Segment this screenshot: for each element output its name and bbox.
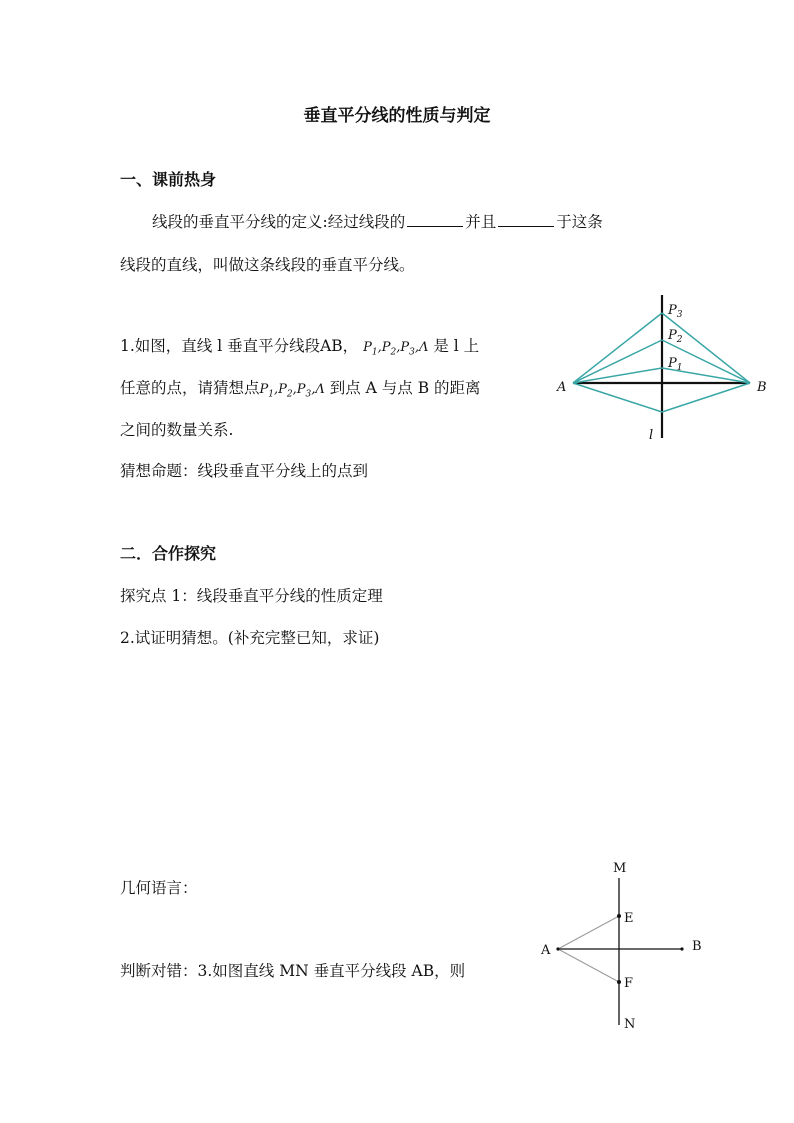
label-b-2: B [692,939,702,954]
definition-text-a: 线段的垂直平分线的定义:经过线段的 [152,213,406,231]
page-title: 垂直平分线的性质与判定 [303,106,491,126]
points-sequence-2: $P_1,P_2,P_3,\Lambda$ [259,382,325,400]
label-n: N [624,1017,636,1032]
geometric-language-label: 几何语言： [120,879,198,897]
label-m: M [613,861,627,876]
question-1-text-a: 1.如图，直线 l 垂直平分线段AB， [120,337,359,355]
connecting-lines [573,313,750,412]
question-2: 2.试证明猜想。(补充完整已知，求证) [120,629,380,647]
label-a: A [557,380,567,395]
label-a-2: A [541,943,551,958]
definition-line-2: 线段的直线，叫做这条线段的垂直平分线。 [120,256,415,274]
definition-text-b: 并且 [465,213,497,231]
explore-point-1: 探究点 1：线段垂直平分线的性质定理 [120,587,383,605]
section-heading-warmup: 一、课前热身 [120,170,217,189]
label-b: B [757,380,767,395]
question-1-text-b: 是 l 上 [433,337,480,355]
label-e: E [624,911,634,926]
definition-text-c: 于这条 [556,213,603,231]
label-p3: $P_3$ [668,303,683,320]
points-sequence: $P_1,P_2,P_3,\Lambda$ [363,340,429,358]
blank-2[interactable] [498,212,554,227]
question-1-line-3: 之间的数量关系. [120,421,234,439]
question-1-line-1 [120,336,479,363]
question-1-text-d: 到点 A 与点 B 的距离 [329,379,481,397]
label-l: l [649,428,654,443]
question-3: 判断对错：3.如图直线 MN 垂直平分线段 AB，则 [120,962,466,980]
conjecture-prompt: 猜想命题：线段垂直平分线上的点到 [120,462,369,480]
definition-line-1 [152,212,603,232]
section-heading-explore: 二．合作探究 [120,544,217,563]
label-p1: $P_1$ [668,356,683,373]
blank-1[interactable] [407,212,463,227]
label-p2: $P_2$ [668,328,683,345]
question-1-line-2 [120,378,481,405]
label-f: F [624,976,634,991]
question-1-text-c: 任意的点，请猜想点 [120,379,260,397]
